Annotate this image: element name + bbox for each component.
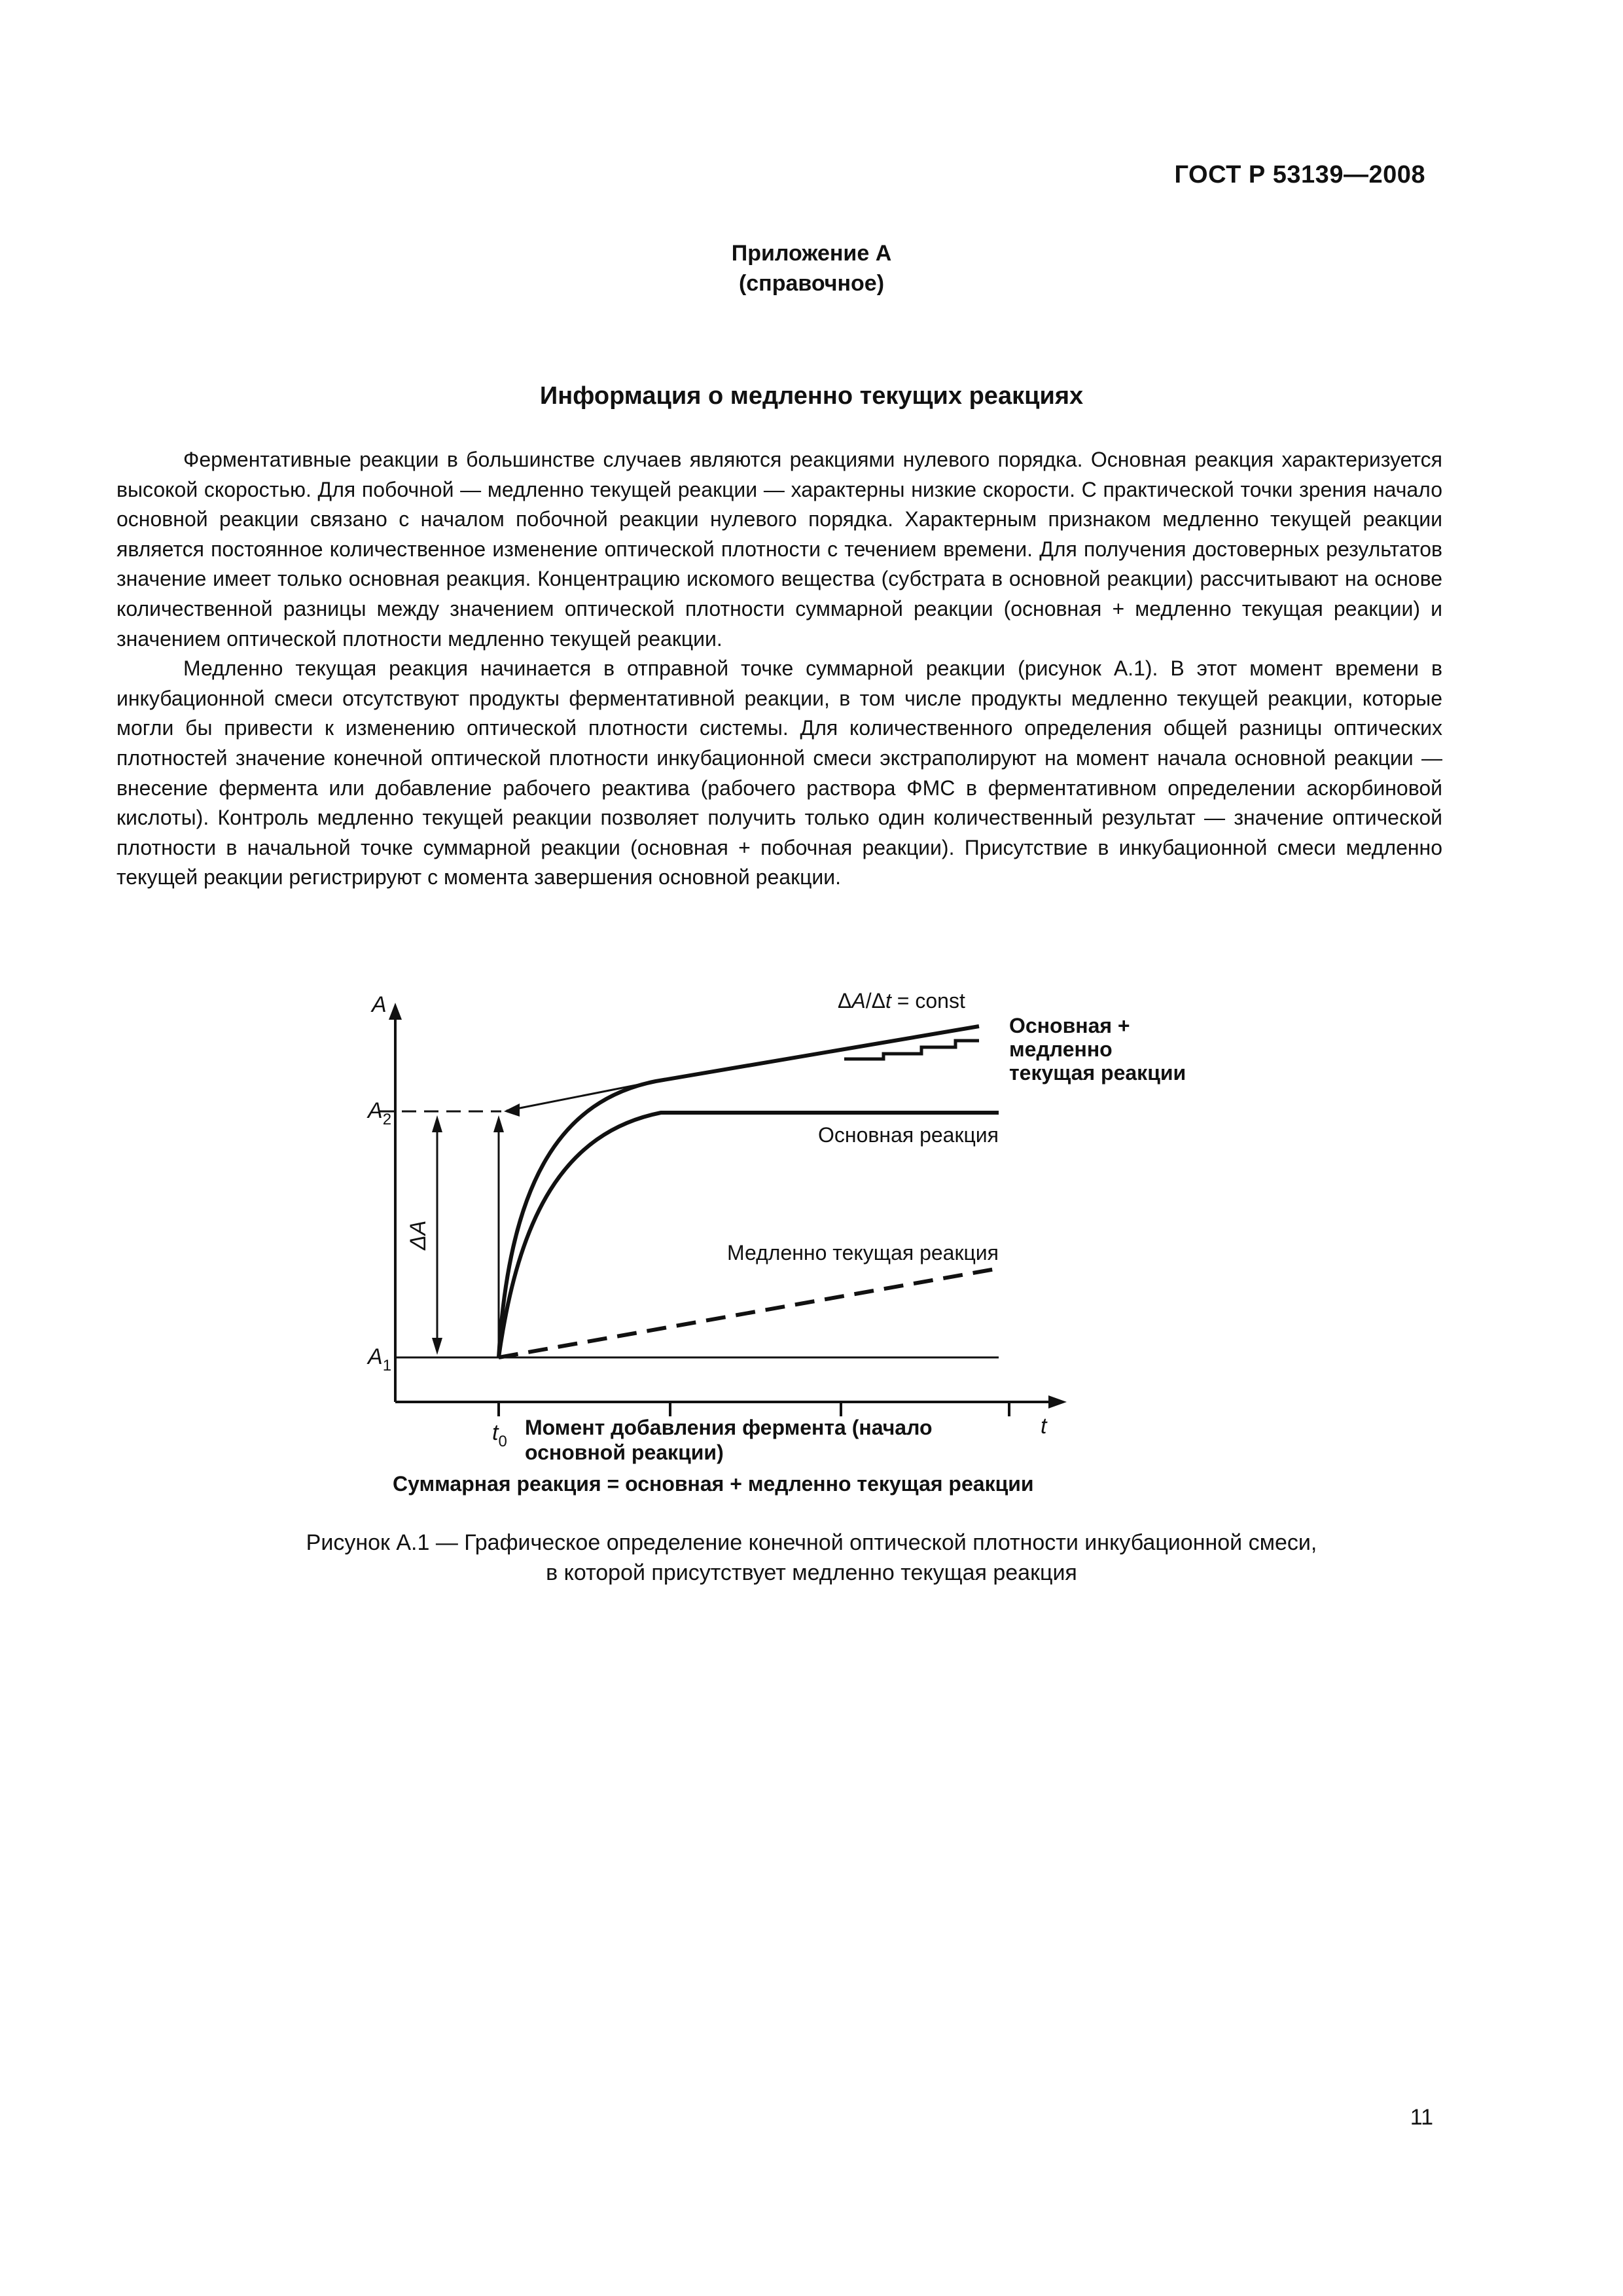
paragraph-2: Медленно текущая реакция начинается в отправной точке суммарной реакции (рисунок А.1). В этот момент времени в инкубационной смеси отсутствуют продукты ферментативной реакции, в том числе продукты медленно текущей реакции, которые могли бы привести к изменению оптической плотности системы. Для количественного определения общей разницы оптических плотностей значение конечной оптической плотности инкубационной смеси экстраполируют на момент начала основной реакции — внесение фермента или добавление рабочего реактива (рабочего раствора ФМС в ферментативном определении аскорбиновой кислоты). Контроль медленно текущей реакции позволяет получить только один количественный результат — значение оптической плотности в начальной точке суммарной реакции (основная + побочная реакции). Присутствие в инкубационной смеси медленно текущей реакции регистрируют с момента завершения основной реакции. <box>116 656 1442 889</box>
figure-caption <box>0 1528 1623 1588</box>
t0-note-line-2: основной реакции) <box>525 1441 724 1464</box>
main-reaction-label: Основная реакция <box>818 1123 999 1147</box>
paragraph-1: Ферментативные реакции в большинстве случаев являются реакциями нулевого порядка. Основная реакция характеризуется высокой скоростью. Для побочной — медленно текущей реакции — характерны низкие скорости. С практической точки зрения начало основной реакции связано с началом побочной реакции нулевого порядка. Характерным признаком медленно текущей реакции является постоянное количественное изменение оптической плотности с течением времени. Для получения достоверных результатов значение имеет только основная реакция. Концентрацию искомого вещества (субстрата в основной реакции) рассчитывают на основе количественной разницы между значением оптической плотности суммарной реакции (основная + медленно текущая реакции) и значением оптической плотности медленно текущей реакции. <box>116 448 1442 651</box>
y-axis-arrow <box>389 1003 402 1020</box>
total-reaction-label-3: текущая реакции <box>1009 1061 1186 1085</box>
t0-label: $t_0$ <box>492 1420 507 1450</box>
t0-vertical-arrow-head <box>493 1115 504 1132</box>
caption-line-2: в которой присутствует медленно текущая реакция <box>546 1560 1077 1585</box>
caption-line-1: Рисунок А.1 — Графическое определение конечной оптической плотности инкубационной смеси, <box>306 1530 1317 1555</box>
total-reaction-label-2: медленно <box>1009 1037 1113 1061</box>
total-reaction-curve <box>499 1026 979 1357</box>
x-axis-label: t <box>1041 1414 1047 1439</box>
standard-code: ГОСТ Р 53139—2008 <box>1174 161 1425 188</box>
slow-reaction-label: Медленно текущая реакция <box>727 1241 999 1265</box>
page-number: 11 <box>1410 2105 1433 2130</box>
t0-note-line-1: Момент добавления фермента (начало <box>525 1416 933 1439</box>
slow-reaction-line <box>499 1268 999 1357</box>
delta-a-arrow-bottom <box>432 1338 442 1355</box>
y-axis-label: A <box>372 992 387 1017</box>
section-title: Информация о медленно текущих реакциях <box>539 382 1084 410</box>
appendix-status: (справочное) <box>738 271 885 296</box>
reaction-diagram <box>347 982 1263 1505</box>
slope-label: ΔA/Δt = const <box>838 989 965 1013</box>
staircase-segments <box>844 1041 979 1059</box>
x-axis-arrow <box>1048 1395 1067 1408</box>
bottom-note: Суммарная реакция = основная + медленно текущая реакции <box>393 1472 1034 1496</box>
a1-label: $A_1$ <box>368 1344 392 1374</box>
appendix-heading <box>0 238 1623 298</box>
delta-a-label: ΔA <box>406 1220 431 1250</box>
appendix-title: Приложение А <box>731 241 892 266</box>
total-reaction-label-1: Основная + <box>1009 1014 1130 1037</box>
extrapolation-arrow-head <box>504 1103 520 1117</box>
main-reaction-curve <box>499 1113 999 1357</box>
body-text <box>116 445 1442 893</box>
a2-label: $A_2$ <box>368 1098 392 1128</box>
figure-a1 <box>347 982 1263 1505</box>
delta-a-arrow-top <box>432 1115 442 1132</box>
